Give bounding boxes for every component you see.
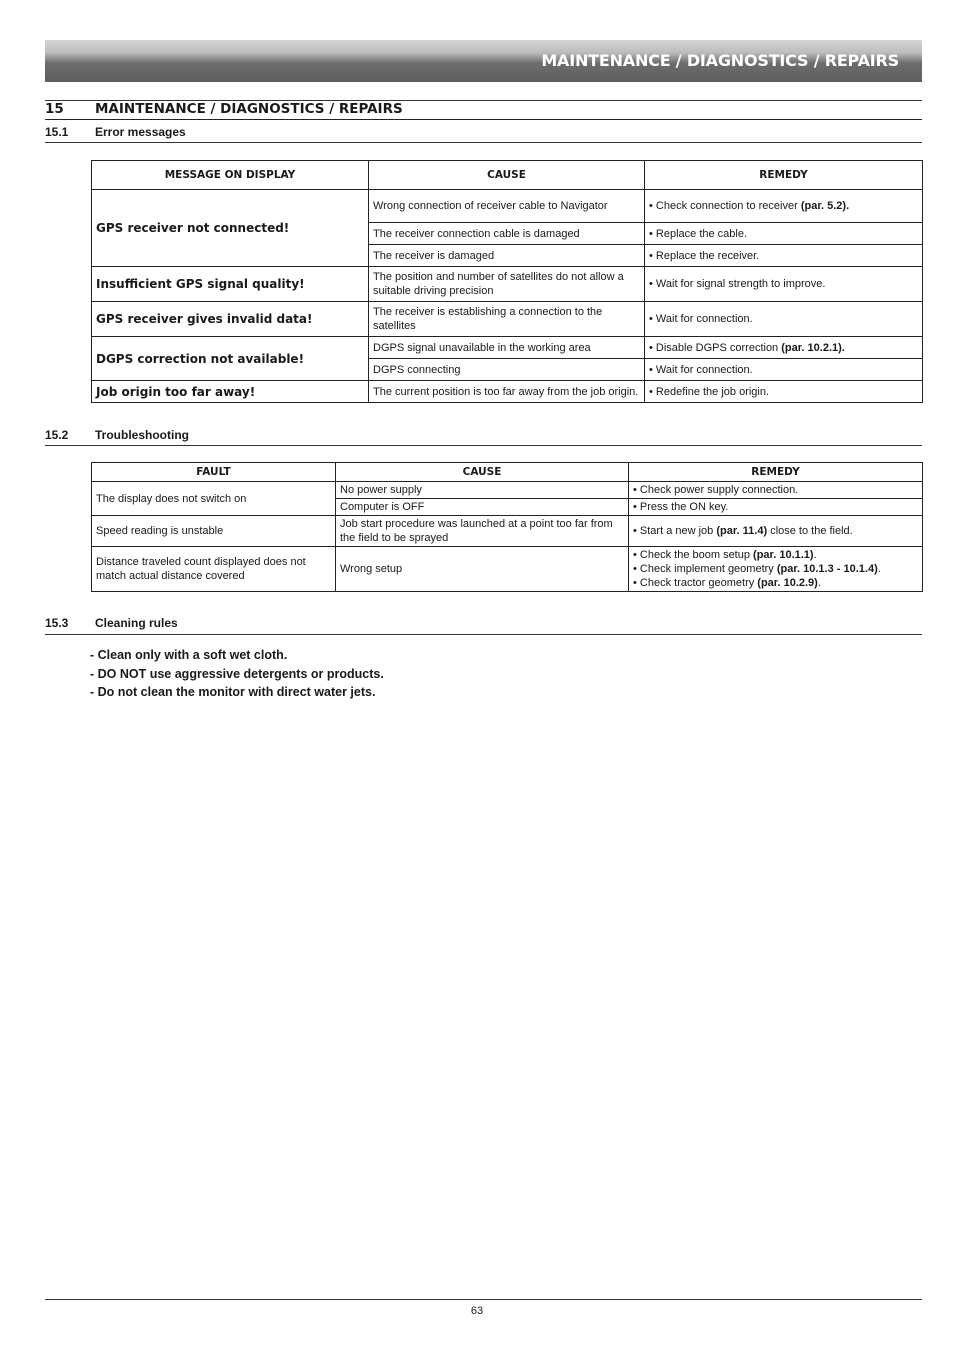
remedy-text: • Check implement geometry <box>633 563 774 575</box>
remedy-text: • Start a new job <box>633 525 714 537</box>
subsection-title: Cleaning rules <box>95 616 178 630</box>
display-message: Job origin too far away! <box>92 381 369 403</box>
remedy-text: • Press the ON key. <box>633 501 729 513</box>
remedy-text: • Replace the cable. <box>649 227 748 240</box>
subsection-number: 15.2 <box>45 428 69 442</box>
remedy-line <box>633 524 918 538</box>
table-row <box>92 547 923 592</box>
cause-cell: The receiver is damaged <box>369 245 645 267</box>
cause-cell: The position and number of satellites do not allow a suitable driving precision <box>369 267 645 302</box>
table-row <box>92 482 923 499</box>
error-messages-table <box>91 160 923 403</box>
table-row <box>92 190 923 223</box>
display-message: Insufficient GPS signal quality! <box>92 267 369 302</box>
remedy-text: • Check power supply connection. <box>633 484 799 496</box>
cause-cell: No power supply <box>336 482 629 499</box>
table-row <box>92 516 923 547</box>
divider <box>45 142 922 143</box>
remedy-text: • Disable DGPS correction <box>649 341 779 354</box>
remedy-cell <box>629 482 923 499</box>
remedy-cell <box>645 359 923 381</box>
divider <box>45 634 922 635</box>
cause-cell: Wrong connection of receiver cable to Navigator <box>369 190 645 223</box>
section-number: 15 <box>45 101 64 117</box>
cause-cell: The current position is too far away from the job origin. <box>369 381 645 403</box>
remedy-tail: close to the field. <box>770 525 853 537</box>
remedy-cell <box>645 267 923 302</box>
paragraph-reference: (par. 10.2.9) <box>757 577 818 589</box>
cause-cell: Wrong setup <box>336 547 629 592</box>
cleaning-rule: - Do not clean the monitor with direct water jets. <box>90 685 376 699</box>
troubleshooting-table <box>91 462 923 592</box>
paragraph-reference: (par. 5.2). <box>800 200 850 212</box>
table-row <box>92 381 923 403</box>
paragraph-reference: (par. 10.1.1) <box>753 549 814 561</box>
remedy-text: • Check tractor geometry <box>633 577 755 589</box>
remedy-text: • Wait for connection. <box>649 363 753 376</box>
remedy-text: • Replace the receiver. <box>649 249 760 262</box>
cause-cell: Computer is OFF <box>336 499 629 516</box>
remedy-line <box>633 483 918 497</box>
page-number: 63 <box>470 1305 484 1317</box>
section-title: MAINTENANCE / DIAGNOSTICS / REPAIRS <box>95 101 403 117</box>
cause-cell: Job start procedure was launched at a point too far from the field to be sprayed <box>336 516 629 547</box>
cause-cell: DGPS connecting <box>369 359 645 381</box>
remedy-cell <box>629 499 923 516</box>
column-header: FAULT <box>92 463 336 482</box>
remedy-text: • Wait for connection. <box>649 313 753 325</box>
remedy-cell <box>645 245 923 267</box>
display-message: GPS receiver not connected! <box>92 190 369 267</box>
remedy-line <box>633 500 918 514</box>
column-header: CAUSE <box>369 161 645 190</box>
table-header-row <box>92 463 923 482</box>
subsection-heading-cleaning <box>45 616 178 630</box>
paragraph-reference: (par. 10.1.3 - 10.1.4) <box>776 563 878 575</box>
cleaning-rule: - DO NOT use aggressive detergents or products. <box>90 666 384 681</box>
display-message: GPS receiver gives invalid data! <box>92 302 369 337</box>
remedy-text: • Wait for signal strength to improve. <box>649 278 826 290</box>
remedy-text: • Check the boom setup <box>633 549 750 561</box>
remedy-text: • Redefine the job origin. <box>649 385 770 398</box>
subsection-number: 15.1 <box>45 125 69 139</box>
subsection-number: 15.3 <box>45 616 69 630</box>
fault-cell: Speed reading is unstable <box>92 516 336 547</box>
cause-cell: The receiver is establishing a connection to the satellites <box>369 302 645 337</box>
table-row <box>92 267 923 302</box>
subsection-heading-error-messages <box>45 125 186 139</box>
paragraph-reference: (par. 10.2.1). <box>781 341 845 354</box>
remedy-line <box>633 548 918 562</box>
subsection-heading-troubleshooting <box>45 428 189 442</box>
header-banner <box>45 40 922 82</box>
remedy-cell <box>629 516 923 547</box>
table-row <box>92 337 923 359</box>
fault-cell: Distance traveled count displayed does not match actual distance covered <box>92 547 336 592</box>
fault-cell: The display does not switch on <box>92 482 336 516</box>
remedy-line <box>633 562 918 576</box>
remedy-cell <box>645 337 923 359</box>
remedy-tail: . <box>877 563 881 575</box>
subsection-title: Troubleshooting <box>95 428 189 442</box>
display-message: DGPS correction not available! <box>92 337 369 381</box>
remedy-cell <box>645 190 923 223</box>
remedy-tail: . <box>813 549 817 561</box>
column-header: CAUSE <box>336 463 629 482</box>
cleaning-rules-list <box>90 648 384 704</box>
divider <box>45 445 922 446</box>
remedy-text: • Check connection to receiver <box>649 200 798 212</box>
remedy-cell <box>645 302 923 337</box>
remedy-tail: . <box>817 577 821 589</box>
column-header: REMEDY <box>629 463 923 482</box>
column-header: MESSAGE ON DISPLAY <box>92 161 369 190</box>
footer-divider <box>45 1299 922 1300</box>
paragraph-reference: (par. 11.4) <box>716 525 768 537</box>
column-header: REMEDY <box>645 161 923 190</box>
remedy-cell <box>645 381 923 403</box>
banner-title: MAINTENANCE / DIAGNOSTICS / REPAIRS <box>541 51 899 70</box>
divider <box>45 119 922 120</box>
cause-cell: The receiver connection cable is damaged <box>369 223 645 245</box>
section-heading <box>45 101 403 117</box>
remedy-line <box>633 576 918 590</box>
table-row <box>92 302 923 337</box>
cause-cell: DGPS signal unavailable in the working area <box>369 337 645 359</box>
subsection-title: Error messages <box>95 125 186 139</box>
cleaning-rule: - Clean only with a soft wet cloth. <box>90 648 288 662</box>
remedy-cell <box>629 547 923 592</box>
remedy-cell <box>645 223 923 245</box>
table-header-row <box>92 161 923 190</box>
